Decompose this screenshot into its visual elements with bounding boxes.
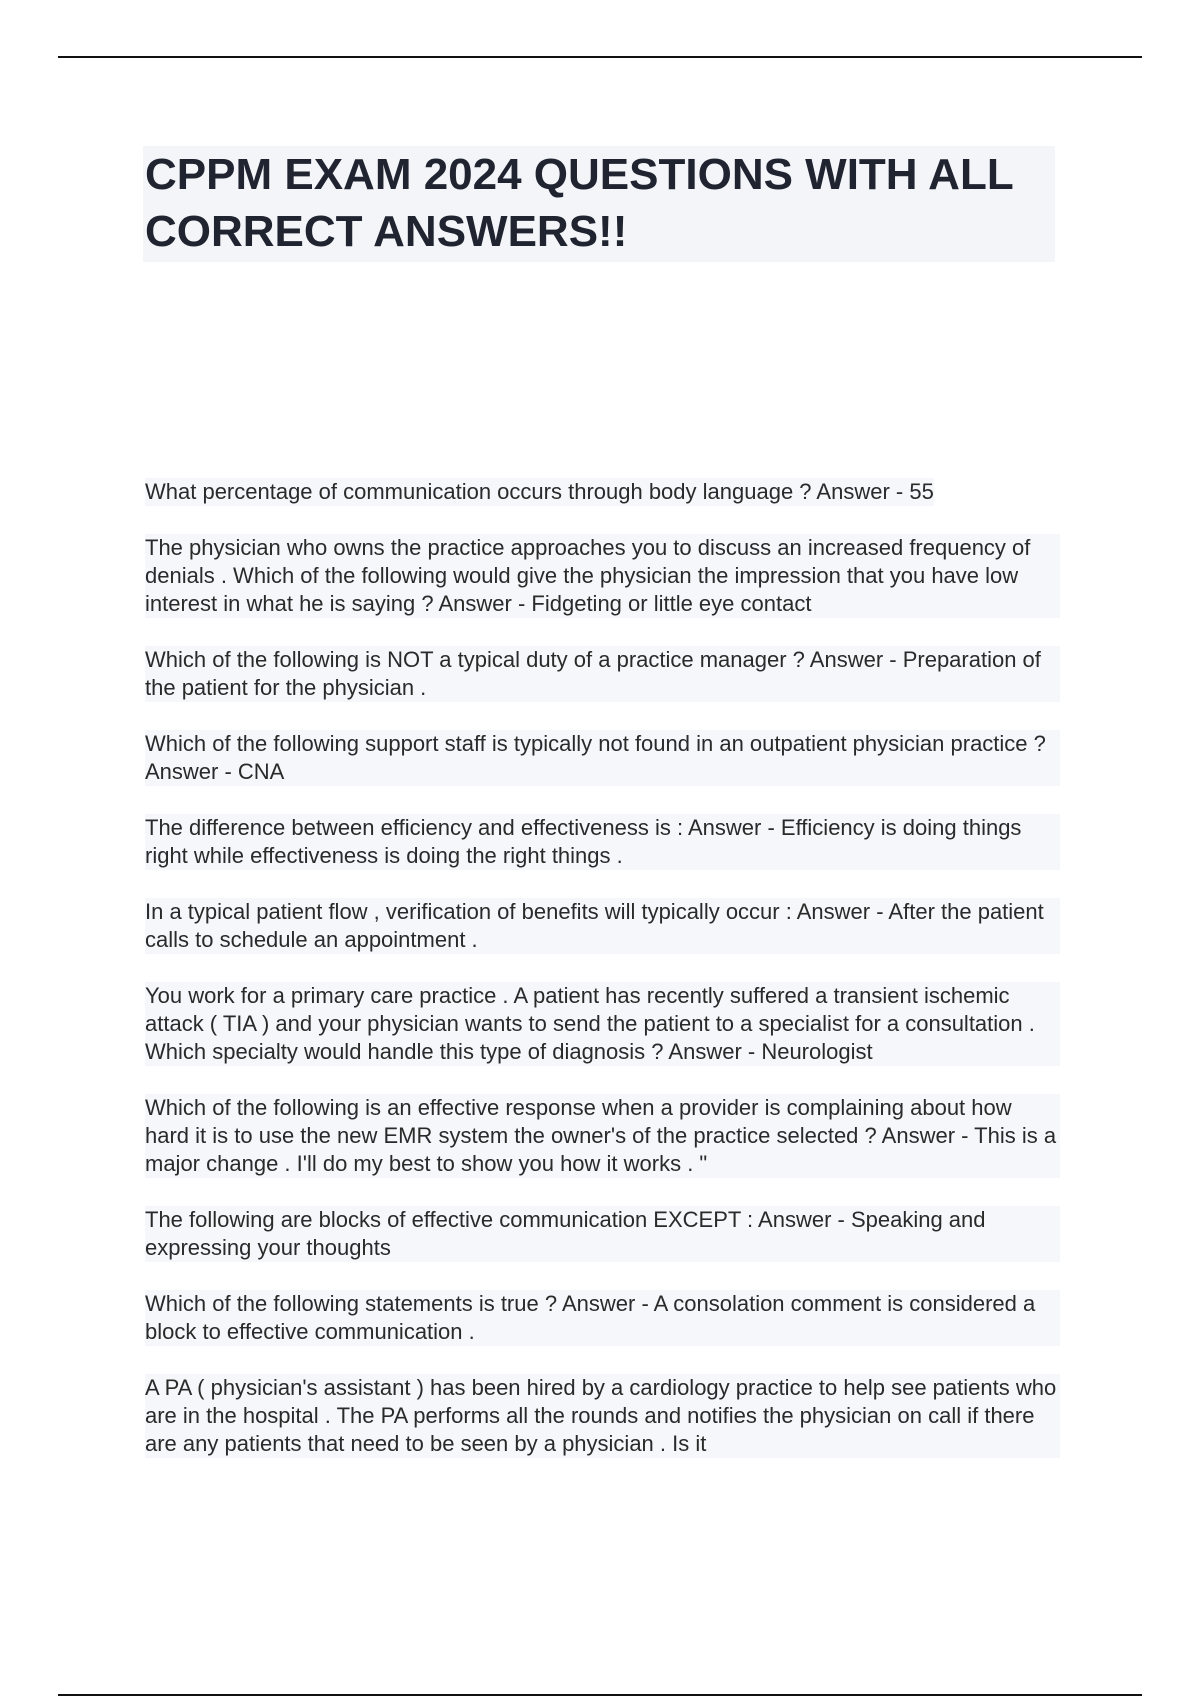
document-title: CPPM EXAM 2024 QUESTIONS WITH ALL CORRECT ANSWERS!! [145, 150, 1013, 256]
qa-item: A PA ( physician's assistant ) has been hired by a cardiology practice to help see patients who are in the hospital . The PA performs all the rounds and notifies the physician on call if there are any patients that need to be seen by a physician . Is it [145, 1374, 1060, 1458]
qa-item: What percentage of communication occurs through body language ? Answer - 55 [145, 479, 934, 504]
qa-item: The following are blocks of effective communication EXCEPT : Answer - Speaking and expressing your thoughts [145, 1206, 1060, 1262]
qa-item: The difference between efficiency and effectiveness is : Answer - Efficiency is doing things right while effectiveness is doing the right things . [145, 814, 1060, 870]
qa-item: You work for a primary care practice . A patient has recently suffered a transient ischemic attack ( TIA ) and your physician wants to send the patient to a specialist for a consultation . Which specialty would handle this type of diagnosis ? Answer - Neurologist [145, 982, 1060, 1066]
qa-item: Which of the following support staff is typically not found in an outpatient physician practice ? Answer - CNA [145, 730, 1060, 786]
bottom-rule [58, 1694, 1142, 1696]
qa-item: Which of the following statements is true ? Answer - A consolation comment is considered a block to effective communication . [145, 1290, 1060, 1346]
title-block [143, 146, 1055, 262]
qa-item: The physician who owns the practice approaches you to discuss an increased frequency of denials . Which of the following would give the physician the impression that you have low interest in what he is saying ? Answer - Fidgeting or little eye contact [145, 534, 1060, 618]
qa-list [145, 478, 1060, 1486]
qa-item: In a typical patient flow , verification of benefits will typically occur : Answer - After the patient calls to schedule an appointment . [145, 898, 1060, 954]
qa-item: Which of the following is an effective response when a provider is complaining about how hard it is to use the new EMR system the owner's of the practice selected ? Answer - This is a major change . I'll do my best to show you how it works . " [145, 1094, 1060, 1178]
qa-item: Which of the following is NOT a typical duty of a practice manager ? Answer - Preparation of the patient for the physician . [145, 646, 1060, 702]
top-rule [58, 56, 1142, 58]
